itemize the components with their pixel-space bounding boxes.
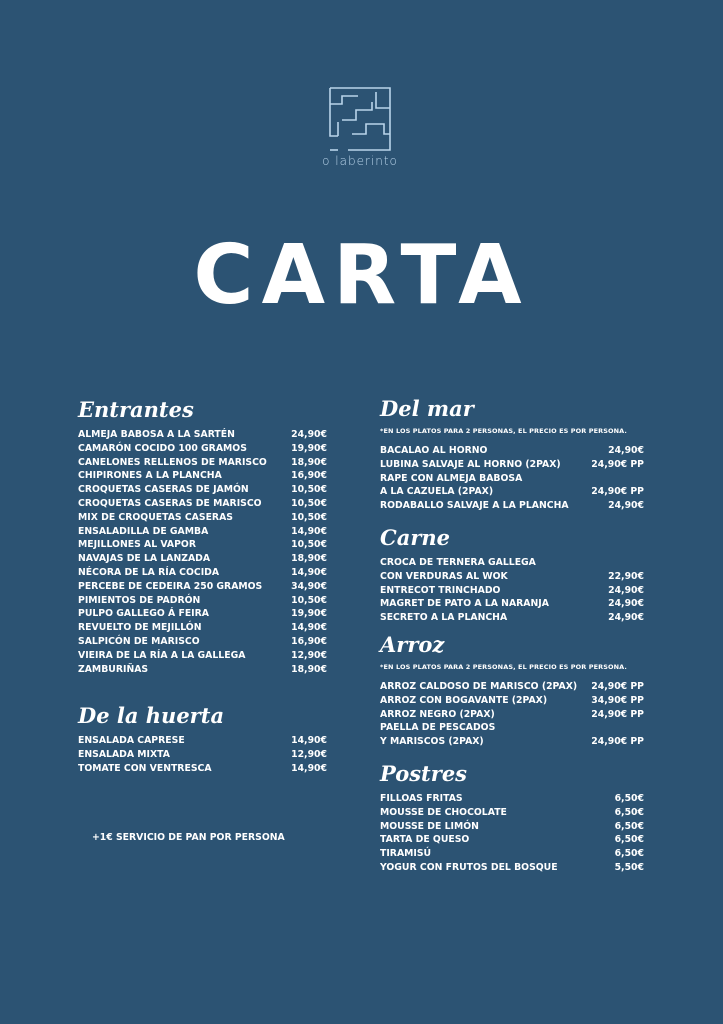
item-price: 12,90€	[291, 748, 327, 760]
item-name: ALMEJA BABOSA A LA SARTÉN	[78, 429, 235, 440]
item-name: YOGUR CON FRUTOS DEL BOSQUE	[380, 861, 558, 873]
section-heading: Entrantes	[78, 397, 194, 422]
item-price: 6,50€	[614, 793, 644, 804]
item-name: ARROZ NEGRO (2PAX)	[380, 708, 495, 720]
item-name: ARROZ CALDOSO DE MARISCO (2PAX)	[380, 681, 578, 692]
item-name: PIMIENTOS DE PADRÓN	[78, 594, 201, 606]
item-name: TARTA DE QUESO	[380, 834, 470, 846]
menu-item	[380, 847, 644, 861]
page-title: CARTA	[193, 228, 530, 323]
item-price: 34,90€ PP	[591, 694, 644, 706]
section-entrantes	[78, 398, 327, 676]
item-price: 6,50€	[614, 806, 644, 818]
item-price: 6,50€	[614, 848, 644, 860]
item-name: A LA CAZUELA (2PAX)	[380, 486, 494, 498]
menu-item	[78, 511, 327, 525]
laberinto-logo-icon	[328, 86, 394, 152]
item-price: 24,90€	[608, 500, 644, 512]
item-name: PAELLA DE PESCADOS	[380, 722, 496, 734]
item-price: 18,90€	[291, 663, 327, 675]
item-price: 10,50€	[291, 497, 327, 509]
item-price: 24,90€ PP	[591, 736, 644, 748]
item-name: RODABALLO SALVAJE A LA PLANCHA	[380, 500, 569, 512]
menu-item	[78, 762, 327, 776]
item-name: MOUSSE DE LIMÓN	[380, 820, 479, 832]
item-price: 24,90€	[291, 429, 327, 440]
item-name: RAPE CON ALMEJA BABOSA	[380, 472, 523, 484]
menu-item	[380, 444, 644, 458]
menu-item	[78, 566, 327, 580]
item-name: VIEIRA DE LA RÍA A LA GALLEGA	[78, 649, 246, 661]
item-name: SECRETO A LA PLANCHA	[380, 612, 508, 624]
item-name: CROCA DE TERNERA GALLEGA	[380, 557, 536, 568]
item-price: 24,90€ PP	[591, 681, 644, 692]
menu-item	[78, 663, 327, 677]
item-name: MAGRET DE PATO A LA NARANJA	[380, 598, 549, 610]
item-price: 24,90€ PP	[591, 458, 644, 470]
item-name: MOUSSE DE CHOCOLATE	[380, 806, 507, 818]
item-name: REVUELTO DE MEJILLÓN	[78, 622, 202, 634]
item-price: 5,50€	[614, 861, 644, 873]
section-postres	[380, 762, 644, 875]
section-note: *EN LOS PLATOS PARA 2 PERSONAS, EL PRECIO ES POR PERSONA.	[380, 663, 627, 671]
item-price: 34,90€	[291, 580, 327, 592]
item-name: CON VERDURAS AL WOK	[380, 570, 508, 582]
menu-item	[380, 861, 644, 875]
menu-item	[78, 734, 327, 748]
menu-item	[380, 694, 644, 708]
section-huerta	[78, 704, 327, 775]
item-price: 24,90€	[608, 445, 644, 456]
menu-item	[78, 442, 327, 456]
menu-item	[78, 748, 327, 762]
item-price: 16,90€	[291, 470, 327, 482]
item-name: SALPICÓN DE MARISCO	[78, 635, 200, 647]
item-price: 22,90€	[608, 570, 644, 582]
item-name: PERCEBE DE CEDEIRA 250 GRAMOS	[78, 580, 263, 592]
item-price: 6,50€	[614, 834, 644, 846]
menu-item	[78, 483, 327, 497]
menu-item	[78, 497, 327, 511]
menu-item	[78, 635, 327, 649]
menu-item	[78, 580, 327, 594]
menu-item	[78, 607, 327, 621]
menu-item	[380, 708, 644, 722]
menu-item	[380, 611, 644, 625]
section-heading: Postres	[380, 761, 468, 786]
item-name: MIX DE CROQUETAS CASERAS	[78, 511, 233, 523]
item-price: 6,50€	[614, 820, 644, 832]
section-heading: Carne	[380, 525, 451, 550]
item-price: 24,90€	[608, 598, 644, 610]
menu-item	[380, 721, 644, 735]
menu-item	[78, 552, 327, 566]
section-arroz	[380, 633, 644, 749]
menu-item	[380, 792, 644, 806]
item-price: 19,90€	[291, 608, 327, 620]
item-price: 24,90€ PP	[591, 486, 644, 498]
item-price: 19,90€	[291, 442, 327, 454]
item-price: 12,90€	[291, 649, 327, 661]
item-price: 10,50€	[291, 484, 327, 496]
menu-item	[380, 485, 644, 499]
item-name: CANELONES RELLENOS DE MARISCO	[78, 456, 267, 468]
menu-item	[380, 680, 644, 694]
item-name: CAMARÓN COCIDO 100 GRAMOS	[78, 442, 247, 454]
menu-item	[380, 458, 644, 472]
item-name: CROQUETAS CASERAS DE JAMÓN	[78, 484, 249, 496]
item-name: ENSALADA MIXTA	[78, 748, 170, 760]
item-price: 10,50€	[291, 594, 327, 606]
item-name: NÉCORA DE LA RÍA COCIDA	[78, 566, 220, 578]
item-price: 14,90€	[291, 735, 327, 746]
menu-item	[380, 833, 644, 847]
item-name: ENSALADA CAPRESE	[78, 735, 185, 746]
item-name: NAVAJAS DE LA LANZADA	[78, 553, 211, 565]
menu-item	[380, 499, 644, 513]
item-name: CROQUETAS CASERAS DE MARISCO	[78, 497, 262, 509]
menu-item	[78, 525, 327, 539]
menu-item	[380, 472, 644, 486]
menu-item	[380, 584, 644, 598]
menu-item	[380, 820, 644, 834]
section-carne	[380, 526, 644, 625]
logo-text: o laberinto	[322, 154, 398, 168]
menu-item	[380, 806, 644, 820]
item-price: 16,90€	[291, 635, 327, 647]
item-name: TIRAMISÚ	[380, 848, 432, 860]
menu-item	[78, 469, 327, 483]
section-note: *EN LOS PLATOS PARA 2 PERSONAS, EL PRECIO ES POR PERSONA.	[380, 427, 627, 435]
item-name: ENTRECOT TRINCHADO	[380, 584, 501, 596]
item-name: TOMATE CON VENTRESCA	[78, 762, 212, 774]
item-name: PULPO GALLEGO Á FEIRA	[78, 608, 209, 620]
item-price: 24,90€	[608, 584, 644, 596]
menu-item	[78, 649, 327, 663]
item-price: 14,90€	[291, 762, 327, 774]
menu-item	[78, 594, 327, 608]
menu-item	[78, 456, 327, 470]
item-name: MEJILLONES AL VAPOR	[78, 539, 196, 551]
menu-item	[78, 621, 327, 635]
menu-item	[380, 556, 644, 570]
item-name: ARROZ CON BOGAVANTE (2PAX)	[380, 694, 548, 706]
item-name: BACALAO AL HORNO	[380, 445, 488, 456]
item-price: 18,90€	[291, 553, 327, 565]
item-name: ZAMBURIÑAS	[78, 663, 149, 675]
menu-item	[78, 538, 327, 552]
section-heading: De la huerta	[78, 703, 225, 728]
item-price: 24,90€	[608, 612, 644, 624]
item-name: ENSALADILLA DE GAMBA	[78, 525, 209, 537]
menu-item	[380, 735, 644, 749]
menu-item	[78, 428, 327, 442]
item-price: 14,90€	[291, 622, 327, 634]
item-price: 14,90€	[291, 525, 327, 537]
bread-note: +1€ SERVICIO DE PAN POR PERSONA	[92, 832, 285, 843]
item-price: 14,90€	[291, 566, 327, 578]
menu-item	[380, 597, 644, 611]
item-price: 18,90€	[291, 456, 327, 468]
section-heading: Arroz	[380, 632, 445, 657]
item-name: LUBINA SALVAJE AL HORNO (2PAX)	[380, 458, 561, 470]
item-name: FILLOAS FRITAS	[380, 793, 463, 804]
section-mar	[380, 397, 644, 513]
item-price: 24,90€ PP	[591, 708, 644, 720]
item-name: Y MARISCOS (2PAX)	[380, 736, 484, 748]
item-name: CHIPIRONES A LA PLANCHA	[78, 470, 222, 482]
item-price: 10,50€	[291, 511, 327, 523]
item-price: 10,50€	[291, 539, 327, 551]
section-heading: Del mar	[380, 396, 474, 421]
menu-item	[380, 570, 644, 584]
